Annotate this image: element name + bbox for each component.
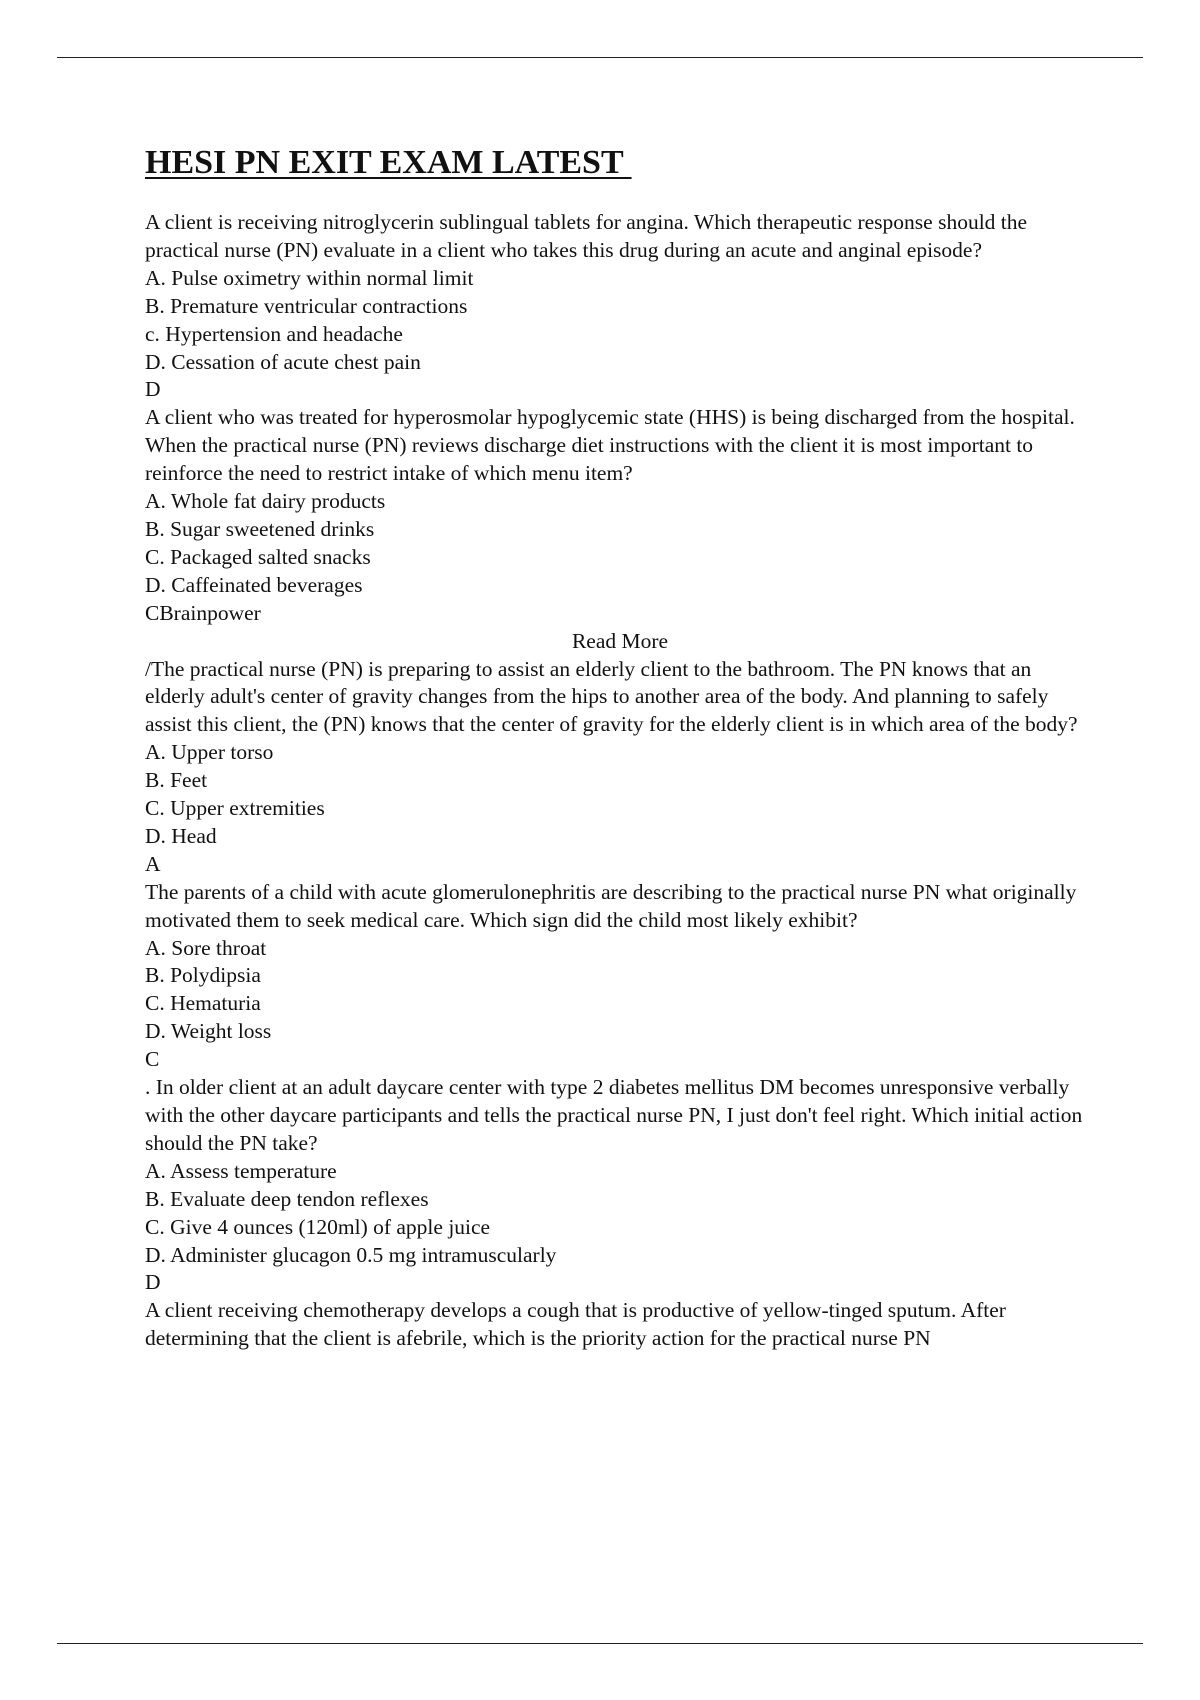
question-2-option-c: C. Packaged salted snacks (145, 544, 371, 569)
question-5-option-c: C. Give 4 ounces (120ml) of apple juice (145, 1214, 491, 1239)
question-1-answer: D (145, 377, 161, 402)
question-4-option-d: D. Weight loss (145, 1019, 272, 1044)
question-3-option-c: C. Upper extremities (145, 796, 325, 821)
question-2 (145, 404, 1095, 627)
question-1-option-c: c. Hypertension and headache (145, 321, 403, 346)
question-3-answer: A (145, 851, 161, 876)
question-1-option-a: A. Pulse oximetry within normal limit (145, 265, 474, 290)
question-4-option-c: C. Hematuria (145, 991, 261, 1016)
question-1-stem: A client is receiving nitroglycerin sublingual tablets for angina. Which therapeutic response should the practical nurse (PN) evaluate in a client who takes this drug during an acute and anginal episode? (145, 210, 1028, 262)
question-5-answer: D (145, 1270, 161, 1295)
question-2-answer: CBrainpower (145, 600, 261, 625)
question-4-option-a: A. Sore throat (145, 935, 267, 960)
question-4-option-b: B. Polydipsia (145, 963, 261, 988)
question-4-answer: C (145, 1047, 160, 1072)
document-body (145, 143, 1095, 1353)
question-2-stem: A client who was treated for hyperosmolar hypoglycemic state (HHS) is being discharged from the hospital. When the practical nurse (PN) reviews discharge diet instructions with the client it is most important to reinforce the need to restrict intake of which menu item? (145, 405, 1075, 486)
question-5-option-b: B. Evaluate deep tendon reflexes (145, 1186, 429, 1211)
question-6 (145, 1297, 1095, 1353)
question-5-option-d: D. Administer glucagon 0.5 mg intramuscularly (145, 1242, 557, 1267)
question-1 (145, 209, 1095, 404)
question-6-stem: A client receiving chemotherapy develops a cough that is productive of yellow-tinged sputum. After determining that the client is afebrile, which is the priority action for the practical nurse PN (145, 1298, 1006, 1351)
question-4 (145, 879, 1095, 1074)
question-1-option-d: D. Cessation of acute chest pain (145, 349, 421, 374)
question-3-option-b: B. Feet (145, 768, 208, 793)
question-1-option-b: B. Premature ventricular contractions (145, 293, 468, 318)
question-2-option-d: D. Caffeinated beverages (145, 572, 363, 597)
header-rule (57, 57, 1143, 58)
question-5-stem: . In older client at an adult daycare center with type 2 diabetes mellitus DM becomes unresponsive verbally with the other daycare participants and tells the practical nurse PN, I just don't feel right. Which initial action should the PN take? (145, 1075, 1083, 1155)
document-title: HESI PN EXIT EXAM LATEST (145, 144, 632, 181)
footer-rule (57, 1643, 1143, 1644)
question-2-option-b: B. Sugar sweetened drinks (145, 516, 375, 541)
question-3 (145, 656, 1095, 879)
question-5 (145, 1074, 1095, 1297)
question-3-option-a: A. Upper torso (145, 740, 274, 765)
question-3-stem: /The practical nurse (PN) is preparing to assist an elderly client to the bathroom. The PN knows that an elderly adult's center of gravity changes from the hips to another area of the body. And planning to safely assist this client, the (PN) knows that the center of gravity for the elderly client is in which area of the body? (145, 656, 1078, 737)
question-2-option-a: A. Whole fat dairy products (145, 489, 386, 514)
question-5-option-a: A. Assess temperature (145, 1158, 337, 1183)
question-4-stem: The parents of a child with acute glomerulonephritis are describing to the practical nurse PN what originally motivated them to seek medical care. Which sign did the child most likely exhibit? (145, 879, 1077, 932)
question-3-option-d: D. Head (145, 823, 217, 848)
read-more-link[interactable]: Read More (571, 628, 669, 653)
